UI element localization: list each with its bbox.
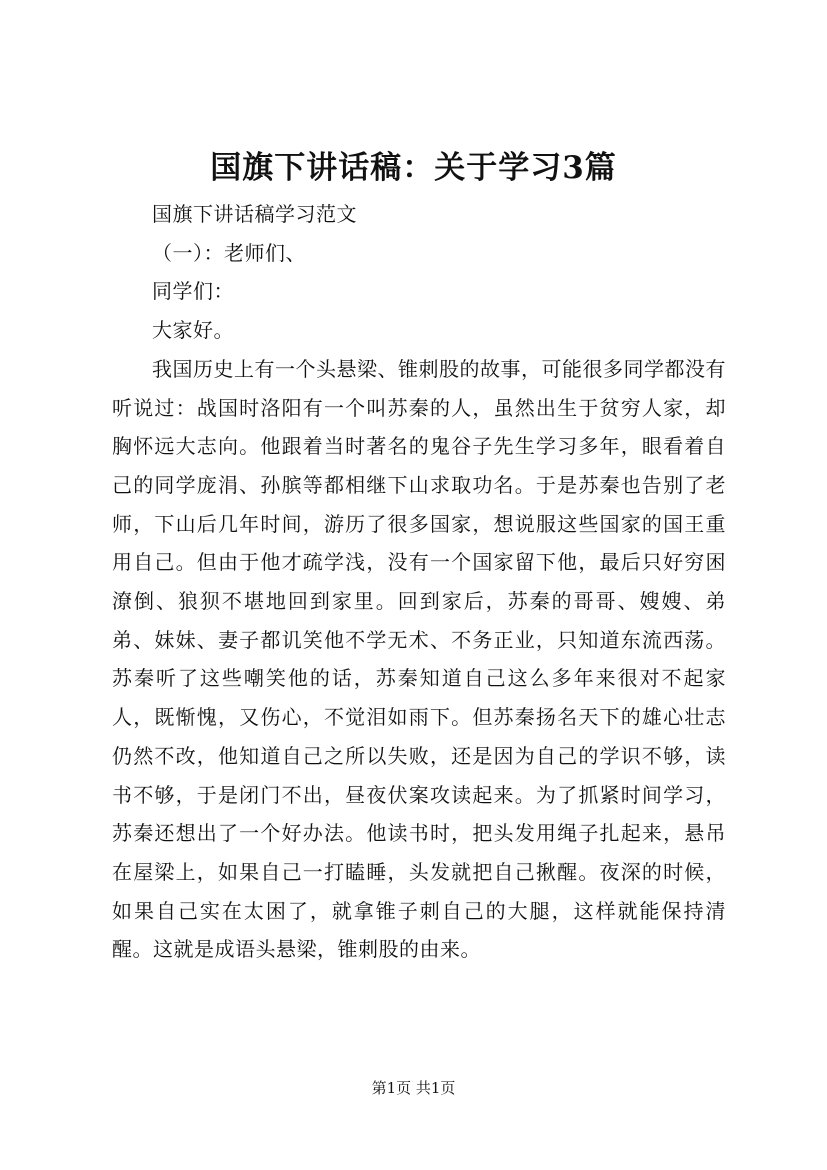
paragraph-salutation: 同学们： (152, 279, 234, 304)
document-title: 国旗下讲话稿：关于学习3篇 (210, 150, 617, 186)
paragraph-story: 我国历史上有一个头悬梁、锥刺股的故事，可能很多同学都没有听说过：战国时洛阳有一个叫苏秦的人，虽然出生于贫穷人家，却胸怀远大志向。他跟着当时著名的鬼谷子先生学习多年，眼看着自己的同学庞涓、孙膑等都相继下山求取功名。于是苏秦也告别了老师，下山后几年时间，游历了很多国家，想说服这些国家的国王重用自己。但由于他才疏学浅，没有一个国家留下他，最后只好穷困潦倒、狼狈不堪地回到家里。回到家后，苏秦的哥哥、嫂嫂、弟弟、妹妹、妻子都讥笑他不学无术、不务正业，只知道东流西荡。苏秦听了这些嘲笑他的话，苏秦知道自己这么多年来很对不起家人，既惭愧，又伤心，不觉泪如雨下。但苏秦扬名天下的雄心壮志仍然不改，他知道自己之所以失败，还是因为自己的学识不够，读书不够，于是闭门不出，昼夜伏案攻读起来。为了抓紧时间学习，苏秦还想出了一个好办法。他读书时，把头发用绳子扎起来，悬吊在屋梁上，如果自己一打瞌睡，头发就把自己揪醒。夜深的时候，如果自己实在太困了，就拿锥子刺自己的大腿，这样就能保持清醒。这就是成语头悬梁，锥刺股的由来。 (112, 356, 726, 962)
paragraph-section-heading: （一）：老师们、 (152, 240, 306, 265)
paragraph-greeting: 大家好。 (152, 318, 234, 343)
page-footer: 第1页 共1页 (371, 1079, 456, 1097)
document-body (112, 195, 726, 969)
paragraph-subtitle: 国旗下讲话稿学习范文 (152, 202, 357, 226)
